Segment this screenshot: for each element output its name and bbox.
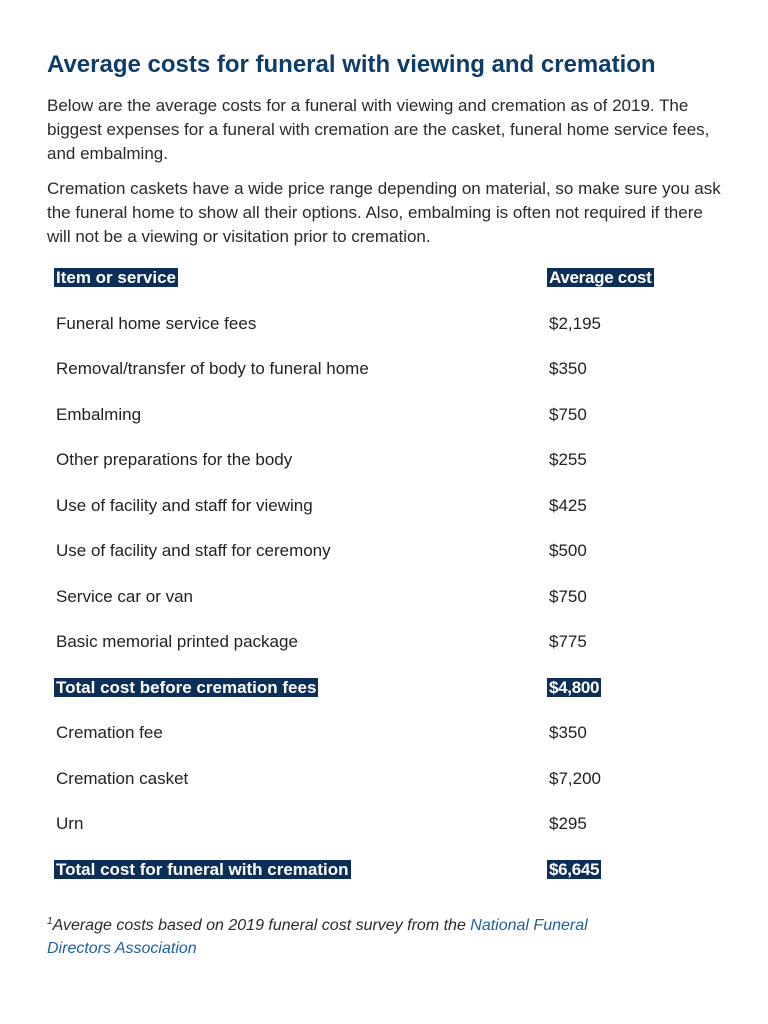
table-row bbox=[56, 721, 676, 767]
total-row bbox=[56, 858, 676, 904]
footnote-text: Average costs based on 2019 funeral cost survey from the bbox=[52, 917, 471, 934]
table-row bbox=[56, 539, 676, 585]
row-item: Use of facility and staff for ceremony bbox=[56, 541, 331, 560]
table-header-row bbox=[56, 266, 676, 312]
table-row bbox=[56, 403, 676, 449]
total-item-label: Total cost for funeral with cremation bbox=[56, 859, 349, 879]
footnote-marker: 1 bbox=[47, 916, 53, 927]
row-cost: $775 bbox=[549, 632, 587, 651]
row-item: Funeral home service fees bbox=[56, 313, 257, 333]
table-row bbox=[56, 585, 676, 631]
table-row bbox=[56, 448, 676, 494]
cost-table bbox=[56, 266, 676, 903]
row-item: Cremation fee bbox=[56, 723, 163, 742]
subtotal-cost-value: $4,800 bbox=[549, 677, 600, 697]
total-cost-value: $6,645 bbox=[549, 859, 600, 879]
header-cost-label: Average cost bbox=[549, 268, 652, 287]
row-cost: $750 bbox=[549, 404, 587, 424]
row-item: Removal/transfer of body to funeral home bbox=[56, 359, 369, 378]
row-cost: $295 bbox=[549, 814, 587, 833]
row-cost: $425 bbox=[549, 495, 587, 515]
row-item: Other preparations for the body bbox=[56, 450, 293, 469]
nfda-link[interactable]: National Funeral Directors Association bbox=[47, 917, 588, 957]
table-row bbox=[56, 357, 676, 403]
table-row bbox=[56, 494, 676, 540]
row-cost: $500 bbox=[549, 541, 587, 560]
row-cost: $750 bbox=[549, 586, 587, 606]
row-item: Use of facility and staff for viewing bbox=[56, 495, 313, 515]
table-row bbox=[56, 767, 676, 813]
intro-paragraph: Below are the average costs for a funeral with viewing and cremation as of 2019. The biggest expenses for a funeral with cremation are the casket, funeral home service fees, and embalming. bbox=[47, 96, 710, 163]
row-cost: $2,195 bbox=[549, 313, 601, 333]
subtotal-item-label: Total cost before cremation fees bbox=[56, 677, 317, 697]
subtotal-row bbox=[56, 676, 676, 722]
row-cost: $255 bbox=[549, 450, 587, 469]
table-row bbox=[56, 812, 676, 858]
table-row bbox=[56, 630, 676, 676]
footnote bbox=[47, 914, 647, 960]
row-cost: $350 bbox=[549, 723, 587, 742]
page-title: Average costs for funeral with viewing and cremation bbox=[47, 51, 656, 78]
row-item: Basic memorial printed package bbox=[56, 632, 298, 651]
row-cost: $350 bbox=[549, 359, 587, 378]
row-item: Service car or van bbox=[56, 586, 193, 606]
row-item: Cremation casket bbox=[56, 768, 189, 788]
row-cost: $7,200 bbox=[549, 768, 601, 788]
row-item: Embalming bbox=[56, 404, 142, 424]
caskets-paragraph: Cremation caskets have a wide price range depending on material, so make sure you ask the funeral home to show all their options. Also, embalming is often not required if there will not be a viewing or visitation prior to cremation. bbox=[47, 179, 721, 246]
table-row bbox=[56, 312, 676, 358]
row-item: Urn bbox=[56, 814, 84, 833]
header-item-label: Item or service bbox=[56, 268, 177, 287]
